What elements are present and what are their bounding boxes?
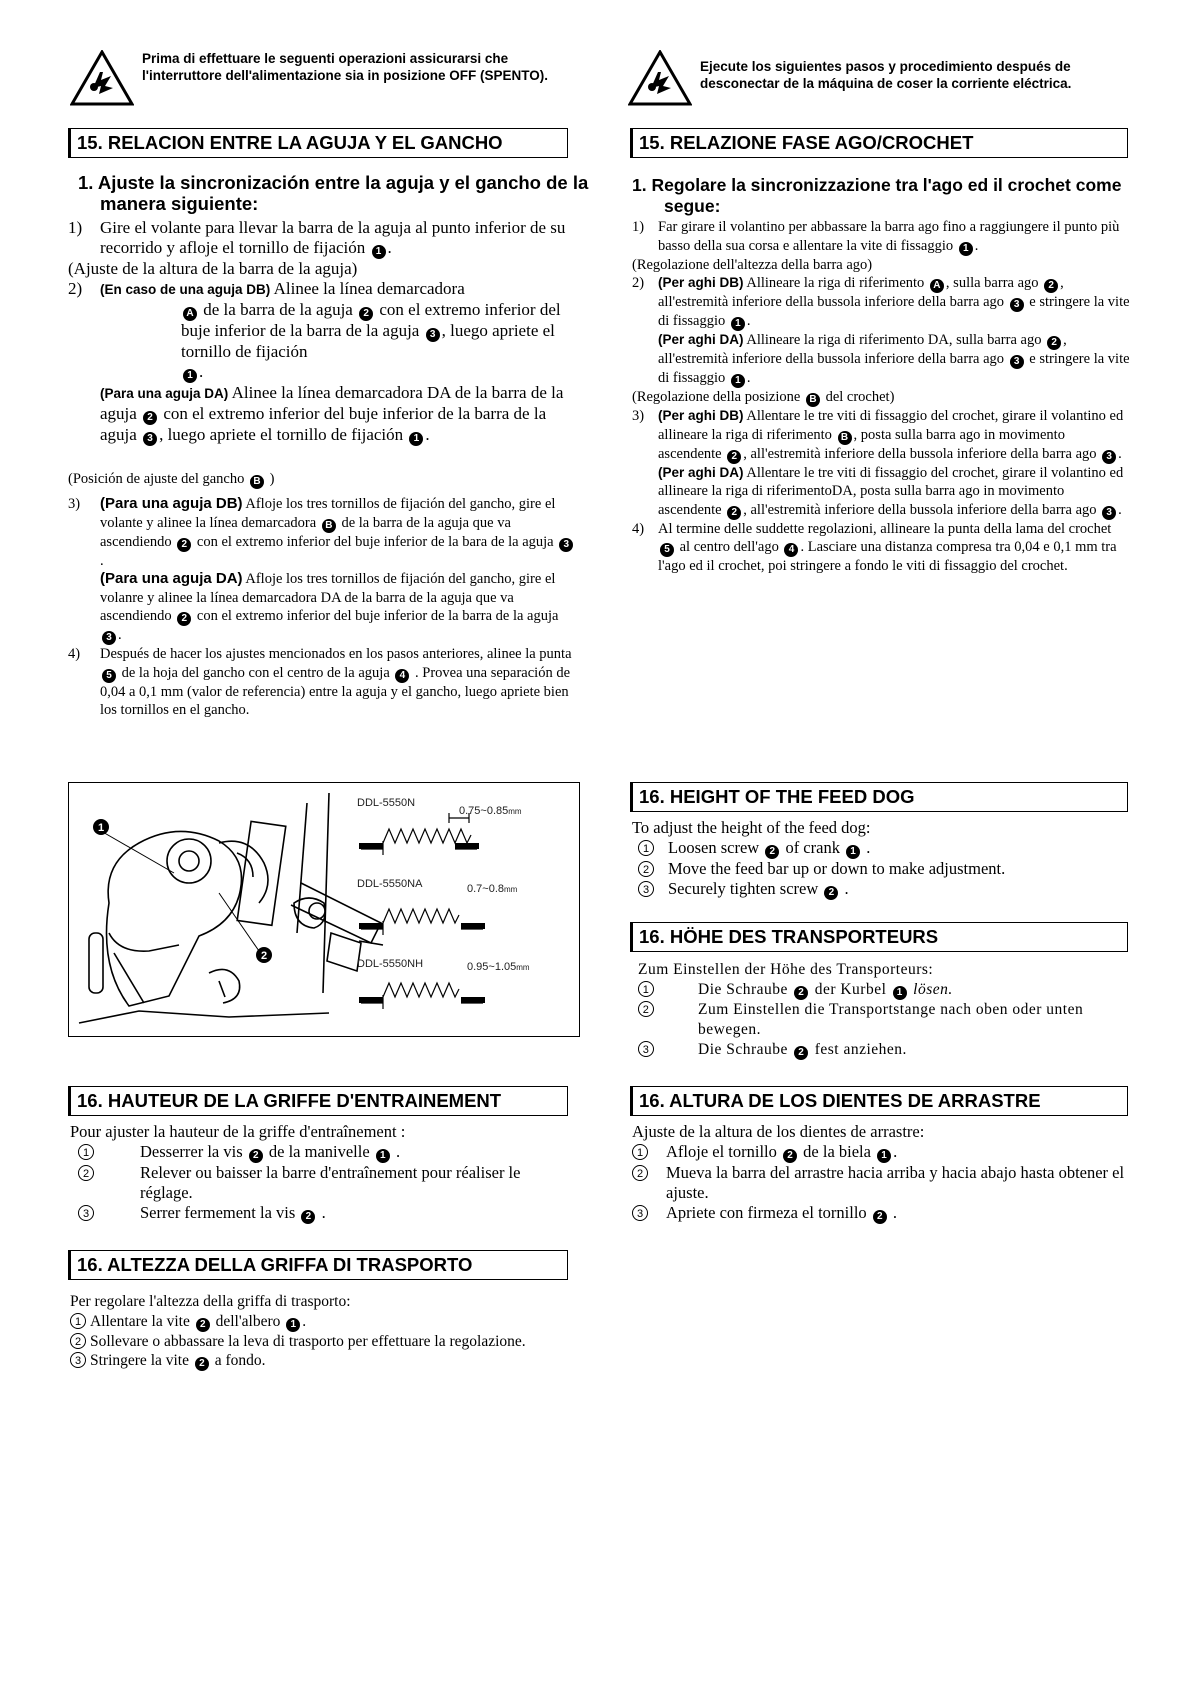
- marker-1: 1: [372, 245, 386, 259]
- warning-triangle-icon: [70, 50, 134, 106]
- model-label-2: DDL-5550NA: [357, 878, 423, 890]
- step-3: 3 Securely tighten screw 2 .: [632, 879, 1132, 900]
- es15-steps-lower: [68, 470, 578, 720]
- step-2: 2 Sollevare o abbassare la leva di trasporto per effettuare la regolazione.: [70, 1332, 570, 1352]
- section-heading: 16. HÖHE DES TRANSPORTEURS: [630, 922, 1128, 952]
- step-2-da: (Para una aguja DA) Alinee la línea demarcadora DA de la barra de la aguja 2 con el extremo inferior del buje inferior de la barra de la aguja 3 , luego apriete el tornillo de fijación 1 .: [100, 383, 564, 444]
- step-3: 3) (Para una aguja DB) Afloje los tres tornillos de fijación del gancho, gire el volante y alinee la línea demarcadora B de la barra de la aguja que va ascendiendo 2 con el extremo inferior del buje inferior de la bara de la aguja 3. (Para una aguja DA) Afloje los tres tornillos de fijación del gancho, gire el volanre y alinee la línea demarcadora DA de la barra de la aguja que va ascendiendo 2 con el extremo inferior del buje inferior de la barra de la aguja 3 .: [68, 495, 578, 645]
- step-1: 1) Gire el volante para llevar la barra de la aguja al punto inferior de su recorrido y afloje el tornillo de fijación 1 .: [68, 218, 566, 257]
- note: (Ajuste de la altura de la barra de la aguja): [68, 259, 358, 278]
- section-heading: 16. HAUTEUR DE LA GRIFFE D'ENTRAINEMENT: [68, 1086, 568, 1116]
- step-4: 4) Al termine delle suddette regolazioni, allineare la punta della lama del crochet 5 al centro dell'ago 4 . Lasciare una distanza compresa tra 0,04 e 0,1 mm tra l'ago ed il crochet, poi stringere a fondo le viti di fissaggio del crochet.: [632, 520, 1117, 574]
- de16-steps: Zum Einstellen der Höhe des Transporteurs: 1 Die Schraube 2 der Kurbel 1 lösen. 2 Zum Einstellen die Transportstange nach oben oder unten bewegen. 3 Die Schraube 2 fest anziehen.: [638, 960, 1128, 1060]
- clearance-3: 0.95~1.05mm: [467, 961, 530, 973]
- it16-steps: Per regolare l'altezza della griffa di trasporto: 1 Allentare la vite 2 dell'albero 1 . 2 Sollevare o abbassare la leva di trasporto per effettuare la regolazione. 3 Stringere la vite 2 a fondo.: [70, 1292, 570, 1371]
- step-3: 3 Stringere la vite 2 a fondo.: [70, 1351, 570, 1371]
- step-1: 1) Far girare il volantino per abbassare la barra ago fino a raggiungere il punto più basso della sua corsa e allentare la vite di fissaggio 1 .: [632, 219, 1120, 254]
- step-1: 1 Allentare la vite 2 dell'albero 1 .: [70, 1312, 570, 1332]
- es16-steps: Ajuste de la altura de los dientes de arrastre: 1 Afloje el tornillo 2 de la biela 1 . 2 Mueva la barra del arrastre hacia arriba y hacia abajo hasta obtener el ajuste. 3 Apriete con firmeza el tornillo 2 .: [632, 1122, 1132, 1224]
- step-1: 1 Afloje el tornillo 2 de la biela 1 .: [632, 1142, 1132, 1163]
- leader-lines: [101, 831, 259, 951]
- step-3: 3 Serrer fermement la vis 2 .: [70, 1203, 570, 1224]
- section-heading: 16. HEIGHT OF THE FEED DOG: [630, 782, 1128, 812]
- warning-text: Prima di effettuare le seguenti operazioni assicurarsi che l'interruttore dell'alimentazione sia in posizione OFF (SPENTO).: [142, 51, 548, 83]
- step-3: 3) (Per aghi DB) Allentare le tre viti di fissaggio del crochet, girare il volantino ed allineare la riga di riferimento B , posta sulla barra ago in movimento ascendente 2 , all'estremità inferiore della bussola inferiore della barra ago 3 . (Per aghi DA) Allentare le tre viti di fissaggio del crochet, girare il volantino ed allineare la riga di riferimentoDA, posta sulla barra ago in movimento ascendente 2 , all'estremità inferiore della bussola inferiore della barra ago 3 .: [632, 408, 1124, 518]
- subheading: 1. Regolare la sincronizzazione tra l'ago ed il crochet come segue:: [632, 175, 1122, 216]
- callout-1-label: 1: [97, 822, 105, 834]
- warning-spanish: [628, 50, 1148, 106]
- feed-dog-illustration: [69, 783, 578, 1035]
- clearance-2: 0.7~0.8mm: [467, 883, 518, 895]
- section-heading: 15. RELACION ENTRE LA AGUJA Y EL GANCHO: [68, 128, 568, 158]
- step-2: 2) (Per aghi DB) Allineare la riga di riferimento A , sulla barra ago 2 , all'estremità inferiore della bussola inferiore della barra ago 3 e stringere la vite di fissaggio 1 . (Per aghi DA) Allineare la riga di riferimento DA, sulla barra ago 2 , all'estremità inferiore della bussola inferiore della barra ago 3 e stringere la vite di fissaggio 1 .: [632, 275, 1130, 386]
- section-heading: 16. ALTEZZA DELLA GRIFFA DI TRASPORTO: [68, 1250, 568, 1280]
- es15-steps: 1) Gire el volante para llevar la barra de la aguja al punto inferior de su recorrido y afloje el tornillo de fijación 1 . (Ajuste de la altura de la barra de la aguja) 2) (En caso de una aguja DB) Alinee la línea demarcadora A de la barra de la aguja 2 con el extremo inferior del buje inferior de la barra de la aguja 3 , luego apriete el tornillo de fijación 1 . (Para una aguja DA) Alinee la línea demarcadora DA de la barra de la aguja 2 con el extremo inferior del buje inferior de la barra de la aguja 3 , luego apriete el tornillo de fijación 1 .: [68, 218, 578, 446]
- it15-steps: [632, 218, 1130, 576]
- note: (Posición de ajuste del gancho B ): [68, 471, 275, 487]
- callout-2-label: 2: [260, 950, 268, 962]
- mechanism-drawing: [79, 793, 383, 1023]
- feed-dog-figure: [68, 782, 580, 1037]
- step-2: 2 Relever ou baisser la barre d'entraînement pour réaliser le réglage.: [70, 1163, 570, 1203]
- step-3: 3 Apriete con firmeza el tornillo 2 .: [632, 1203, 1132, 1224]
- en16-steps: To adjust the height of the feed dog: 1 Loosen screw 2 of crank 1 . 2 Move the feed bar up or down to make adjustment. 3 Securely tighten screw 2 .: [632, 818, 1132, 900]
- step-2: 2 Move the feed bar up or down to make adjustment.: [632, 859, 1132, 879]
- note: (Regolazione della posizione B del crochet): [632, 389, 895, 405]
- section-heading: 16. ALTURA DE LOS DIENTES DE ARRASTRE: [630, 1086, 1128, 1116]
- warning-italian: [70, 50, 590, 106]
- model-label-3: DDL-5550NH: [357, 958, 424, 970]
- subheading: 1. Ajuste la sincronización entre la aguja y el gancho de la manera siguiente:: [78, 172, 589, 214]
- step-2: 2 Mueva la barra del arrastre hacia arriba y hacia abajo hasta obtener el ajuste.: [632, 1163, 1132, 1203]
- step-2: 2 Zum Einstellen die Transportstange nach oben oder unten bewegen.: [638, 1000, 1128, 1040]
- step-2: 2) (En caso de una aguja DB) Alinee la línea demarcadora: [68, 279, 465, 298]
- fr16-steps: Pour ajuster la hauteur de la griffe d'entraînement : 1 Desserrer la vis 2 de la manivelle 1 . 2 Relever ou baisser la barre d'entraînement pour réaliser le réglage. 3 Serrer fermement la vis 2 .: [70, 1122, 570, 1224]
- spring-diagrams: [359, 813, 485, 1009]
- note: (Regolazione dell'altezza della barra ago): [632, 256, 873, 273]
- warning-text: Ejecute los siguientes pasos y procedimiento después de desconectar de la máquina de coser la corriente eléctrica.: [700, 59, 1072, 91]
- step-3: 3 Die Schraube 2 fest anziehen.: [638, 1040, 1128, 1060]
- step-1: 1 Desserrer la vis 2 de la manivelle 1 .: [70, 1142, 570, 1163]
- clearance-1: 0.75~0.85mm: [459, 805, 522, 817]
- step-4: 4) Después de hacer los ajustes mencionados en los pasos anteriores, alinee la punta 5 de la hoja del gancho con el centro de la aguja 4 . Provea una separación de 0,04 a 0,1 mm (valor de referencia) entre la aguja y el gancho, luego apriete bien los tornillos en el gancho.: [68, 646, 572, 718]
- step-1: 1 Loosen screw 2 of crank 1 .: [632, 838, 1132, 859]
- step-1: 1 Die Schraube 2 der Kurbel 1 lösen.: [638, 980, 1128, 1000]
- section-heading: 15. RELAZIONE FASE AGO/CROCHET: [630, 128, 1128, 158]
- model-label-1: DDL-5550N: [357, 797, 416, 809]
- warning-triangle-icon: [628, 50, 692, 106]
